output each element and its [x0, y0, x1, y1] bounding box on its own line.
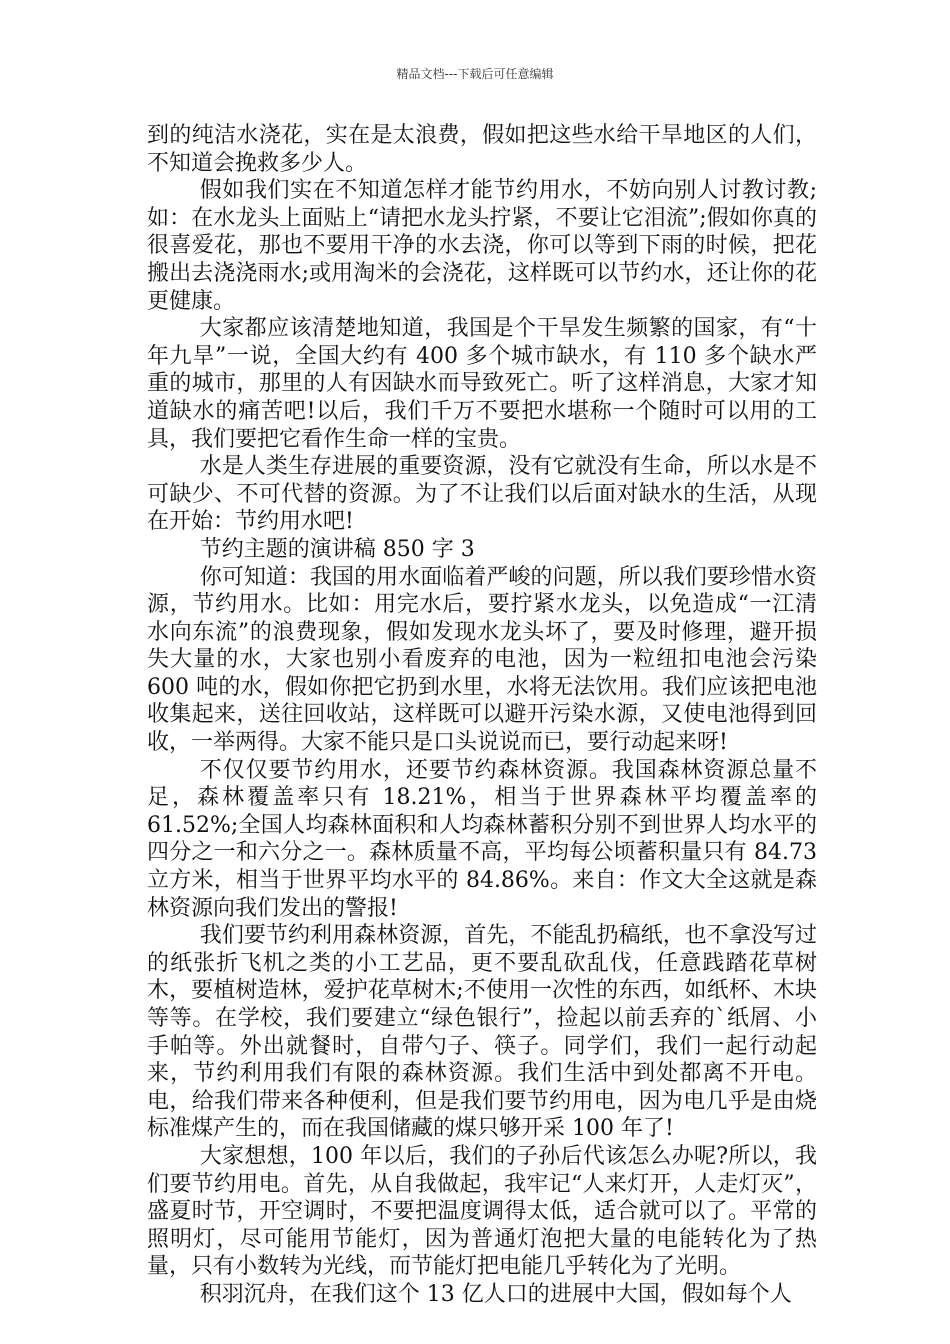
paragraph: 假如我们实在不知道怎样才能节约用水，不妨向别人讨教讨教;如：在水龙头上面贴上“请把水龙头拧紧，不要让它泪流”;假如你真的很喜爱花，那也不要用干净的水去浇，你可以等到下雨的时候，把花搬出去浇浇雨水;或用淘米的会浇花，这样既可以节约水，还让你的花更健康。	[147, 178, 817, 314]
paragraph: 到的纯洁水浇花，实在是太浪费，假如把这些水给干旱地区的人们，不知道会挽救多少人。	[147, 123, 817, 176]
section-heading: 节约主题的演讲稿 850 字 3	[199, 536, 475, 562]
paragraph: 积羽沉舟，在我们这个 13 亿人口的进展中大国，假如每个人	[199, 1281, 792, 1307]
paragraph: 我们要节约利用森林资源，首先，不能乱扔稿纸，也不拿没写过的纸张折飞机之类的小工艺品，更不要乱砍乱伐，任意践踏花草树木，要植树造林，爱护花草树木;不使用一次性的东西，如纸杯、木块等等。在学校，我们要建立“绿色银行”，捡起以前丢弃的`纸屑、小手帕等。外出就餐时，自带勺子、筷子。同学们，我们一起行动起来，节约利用我们有限的森林资源。我们生活中到处都离不开电。电，给我们带来各种便利，但是我们要节约用电，因为电几乎是由烧标准煤产生的，而在我国储藏的煤只够开采 100 年了!	[147, 923, 817, 1142]
paragraph: 大家都应该清楚地知道，我国是个干旱发生频繁的国家，有“十年九旱”一说，全国大约有 400 多个城市缺水，有 110 多个缺水严重的城市，那里的人有因缺水而导致死亡。听了这样消息，大家才知道缺水的痛苦吧!以后，我们千万不要把水堪称一个随时可以用的工具，我们要把它看作生命一样的宝贵。	[147, 316, 817, 452]
paragraph: 水是人类生存进展的重要资源，没有它就没有生命，所以水是不可缺少、不可代替的资源。为了不让我们以后面对缺水的生活，从现在开始：节约用水吧!	[147, 454, 817, 535]
paragraph: 你可知道：我国的用水面临着严峻的问题，所以我们要珍惜水资源，节约用水。比如：用完水后，要拧紧水龙头，以免造成“一江清水向东流”的浪费现象，假如发现水龙头坏了，要及时修理，避开损失大量的水，大家也别小看废弃的电池，因为一粒纽扣电池会污染 600 吨的水，假如你把它扔到水里，水将无法饮用。我们应该把电池收集起来，送往回收站，这样既可以避开污染水源，又使电池得到回收，一举两得。大家不能只是口头说说而已，要行动起来呀!	[147, 564, 824, 756]
page-header: 精品文档---下载后可任意编辑	[396, 67, 554, 81]
paragraph: 大家想想，100 年以后，我们的子孙后代该怎么办呢?所以，我们要节约用电。首先，从自我做起，我牢记“人来灯开，人走灯灭”，盛夏时节，开空调时，不要把温度调得太低，适合就可以了。平常的照明灯，尽可能用节能灯，因为普通灯泡把大量的电能转化为了热量，只有小数转为光线，而节能灯把电能几乎转化为了光明。	[147, 1143, 817, 1280]
paragraph: 不仅仅要节约用水，还要节约森林资源。我国森林资源总量不足，森林覆盖率只有 18.21%，相当于世界森林平均覆盖率的 61.52%;全国人均森林面积和人均森林蓄积分别不到世界人均水平的四分之一和六分之一。森林质量不高，平均每公顷蓄积量只有 84.73 立方米，相当于世界平均水平的 84.86%。来自：作文大全这就是森林资源向我们发出的警报!	[147, 757, 824, 921]
document-body	[147, 122, 824, 1309]
